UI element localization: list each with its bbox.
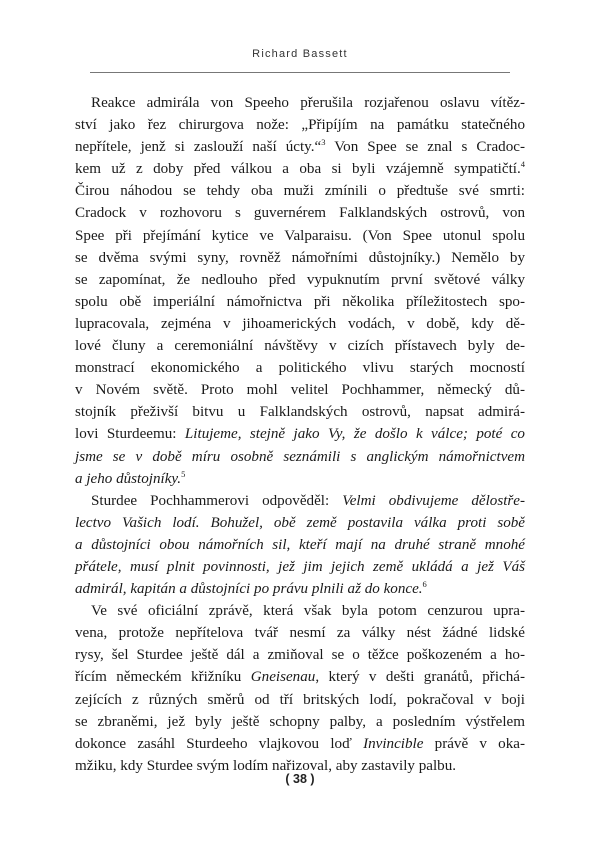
text-run: dokonce zasáhl Sturdeeho vlajkovou loď: [75, 735, 364, 752]
text-run: lupracovala, zejména v jihoamerických vodách, v době, kdy dě-: [75, 315, 525, 332]
text-run: Cradock v rozhovoru s guvernérem Falklandských ostrovů, von: [75, 205, 525, 222]
page-number: ( 38 ): [285, 772, 315, 786]
text-line: [75, 335, 525, 357]
text-line: [75, 733, 525, 755]
text-line: [75, 468, 525, 490]
footnote-ref: 3: [321, 137, 326, 148]
paragraph: [75, 92, 525, 490]
text-run: vena, protože nepřítelova tvář nesmí za války nést žádné lidské: [75, 625, 525, 642]
text-line: [75, 423, 525, 445]
italic-text: Invincible: [363, 735, 424, 752]
text-line: [75, 114, 525, 136]
italic-text: přátele, musí plnit povinnosti, jež jim jejich země ukládá a jež Váš: [75, 558, 525, 575]
text-run: Spee při přejímání kytice ve Valparaisu. (Von Spee utonul spolu: [75, 227, 525, 244]
paragraph: [75, 490, 525, 600]
text-run: kem už z doby před válkou a oba si byli vzájemně sympatičtí.: [75, 161, 521, 178]
text-line: [75, 379, 525, 401]
text-run: lovi Sturdeemu:: [75, 426, 185, 443]
text-line: [75, 556, 525, 578]
text-line: [75, 269, 525, 291]
text-run: spolu obě imperiální námořnictva při několika příležitostech spo-: [75, 293, 525, 310]
text-line: [75, 666, 525, 688]
footnote-ref: 6: [422, 579, 427, 590]
footnote-ref: 4: [520, 159, 525, 170]
text-line: [75, 180, 525, 202]
text-line: [75, 512, 525, 534]
text-run: ství jako řez chirurgova nože: „Připíjím na památku statečného: [75, 117, 525, 134]
text-run: lové čluny a ceremoniální návštěvy v cizích přístavech byly de-: [75, 338, 525, 355]
italic-text: lectvo Vašich lodí. Bohužel, obě země postavila válka proti sobě: [75, 514, 525, 531]
text-run: Ve své oficiální zprávě, která však byla potom cenzurou upra-: [91, 603, 525, 620]
text-line: [75, 92, 525, 114]
text-run: se dvěma svými syny, rovněž námořními důstojníky.) Nemělo by: [75, 249, 525, 266]
italic-text: jsme se v době míru osobně seznámili s anglickým námořnictvem: [75, 448, 525, 465]
text-run: stojník přeživší bitvu u Falklandských ostrovů, napsat admirá-: [75, 404, 525, 421]
italic-text: Gneisenau: [250, 669, 316, 686]
text-line: [75, 357, 525, 379]
text-run: monstrací ekonomického a politického vlivu starých mocností: [75, 360, 525, 377]
text-run: nepřítele, jenž si zaslouží naší úcty.“: [75, 139, 322, 156]
text-run: se zbraněmi, jež byly ještě schopny palby, a posledním výstřelem: [75, 713, 525, 730]
text-line: [75, 247, 525, 269]
text-run: mžiku, kdy Sturdee svým lodím nařizoval, aby zastavily palbu.: [75, 757, 457, 774]
text-run: Čirou náhodou se tehdy oba muži zmínili o předtuše své smrti:: [75, 183, 525, 200]
italic-text: a důstojníci obou námořních sil, kteří mají na druhé straně mnohé: [75, 536, 525, 553]
text-line: [75, 291, 525, 313]
header-rule: [90, 72, 510, 73]
text-line: [75, 689, 525, 711]
italic-text: a jeho důstojníky.: [75, 470, 182, 487]
footnote-ref: 5: [181, 468, 186, 479]
text-line: [75, 600, 525, 622]
text-line: [75, 225, 525, 247]
text-line: [75, 490, 525, 512]
text-line: [75, 644, 525, 666]
text-line: [75, 534, 525, 556]
text-run: Reakce admirála von Speeho přerušila rozjařenou oslavu vítěz-: [91, 95, 525, 111]
text-line: [75, 711, 525, 733]
running-head-author: Richard Bassett: [252, 48, 348, 60]
text-run: Von Spee se znal s Cradoc-: [325, 139, 525, 156]
body-text: [75, 92, 525, 777]
text-run: řícím německém křižníku: [75, 669, 251, 686]
text-run: se zapomínat, že nedlouho před vypuknutím první světové války: [75, 271, 525, 288]
text-run: rysy, šel Sturdee ještě dál a zmiňoval se o těžce poškozeném a ho-: [75, 647, 525, 664]
text-run: Sturdee Pochhammerovi odpověděl:: [91, 492, 343, 509]
paragraph: [75, 600, 525, 777]
text-run: právě v oka-: [423, 735, 525, 752]
text-line: [75, 622, 525, 644]
italic-text: admirál, kapitán a důstojníci po právu plnili až do konce.: [75, 581, 423, 598]
text-run: , který v dešti granátů, přichá-: [315, 669, 525, 686]
text-line: [75, 313, 525, 335]
italic-text: Litujeme, stejně jako Vy, že došlo k válce; poté co: [184, 426, 525, 443]
text-line: [75, 202, 525, 224]
text-run: zejících z různých směrů od tří britských lodí, pokračoval v boji: [75, 691, 525, 708]
text-run: v Novém světě. Proto mohl velitel Pochhammer, německý dů-: [75, 382, 525, 399]
text-line: [75, 136, 525, 158]
text-line: [75, 446, 525, 468]
italic-text: Velmi obdivujeme dělostře-: [342, 492, 525, 509]
text-line: [75, 578, 525, 600]
text-line: [75, 158, 525, 180]
text-line: [75, 401, 525, 423]
